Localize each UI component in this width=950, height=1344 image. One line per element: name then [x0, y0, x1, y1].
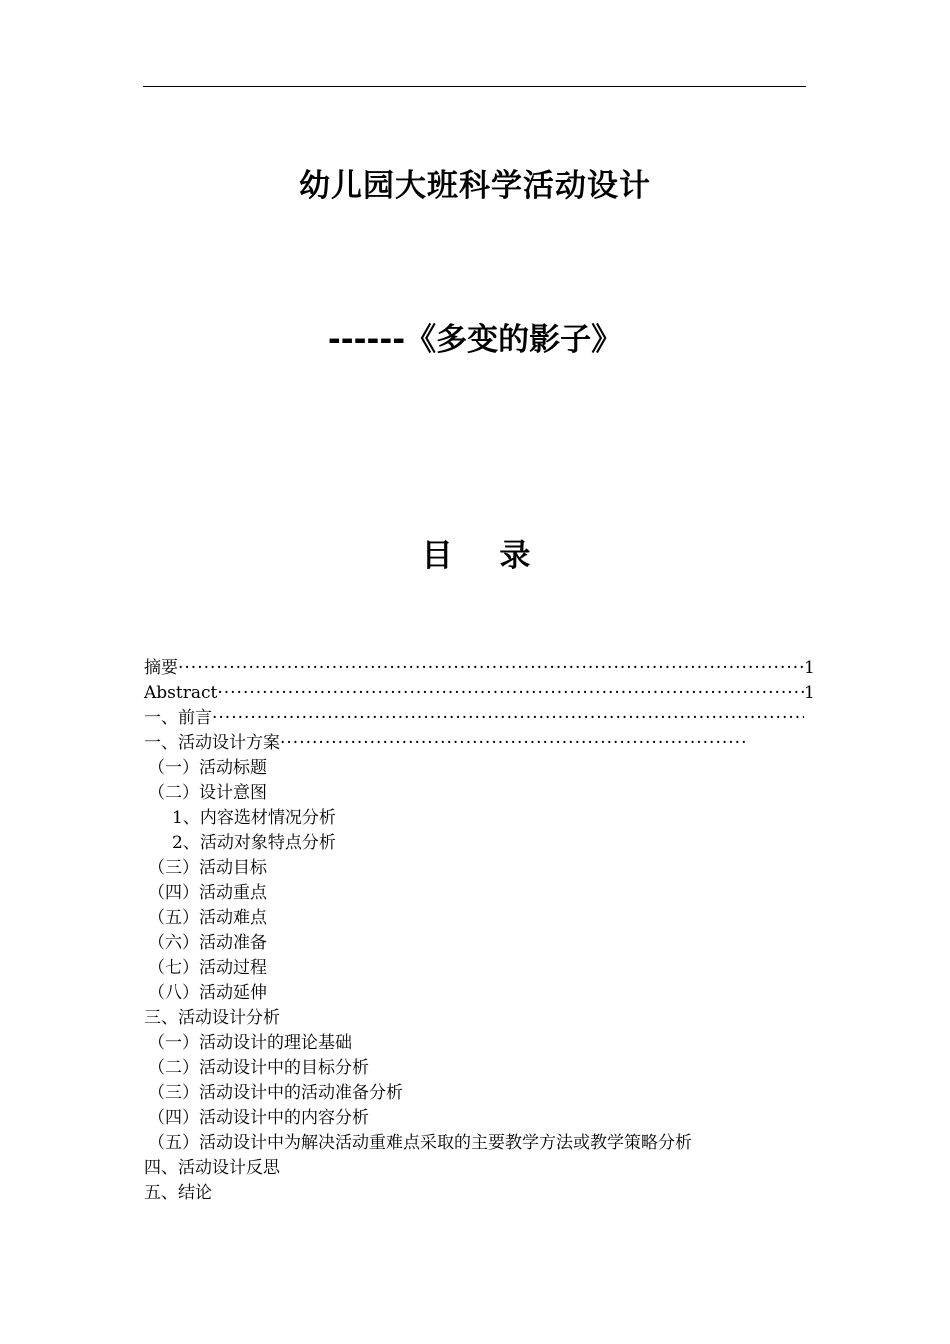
toc-entry-label: Abstract — [144, 683, 218, 703]
toc-entry-label: （三）活动目标 — [148, 858, 267, 878]
toc-entry[interactable] — [144, 856, 814, 881]
toc-entry[interactable] — [144, 756, 814, 781]
toc-entry[interactable] — [144, 1056, 814, 1081]
toc-entry-label: 摘要 — [144, 658, 178, 678]
toc-entry-label: （二）活动设计中的目标分析 — [148, 1058, 369, 1078]
toc-entry-label: 一、前言 — [144, 708, 212, 728]
table-of-contents — [144, 656, 814, 1206]
toc-entry-label: （二）设计意图 — [148, 783, 267, 803]
toc-entry-label: （五）活动设计中为解决活动重难点采取的主要教学方法或教学策略分析 — [148, 1133, 692, 1153]
toc-entry-label: （五）活动难点 — [148, 908, 267, 928]
toc-entry-label: （四）活动设计中的内容分析 — [148, 1108, 369, 1128]
toc-leader-dots — [212, 706, 804, 731]
toc-entry-label: 一、活动设计方案 — [144, 733, 280, 753]
toc-entry-label: （一）活动设计的理论基础 — [148, 1033, 352, 1053]
toc-entry[interactable] — [144, 981, 814, 1006]
toc-entry-label: （一）活动标题 — [148, 758, 267, 778]
toc-entry-label: 四、活动设计反思 — [144, 1158, 280, 1178]
toc-entry-page: 1 — [804, 658, 815, 678]
header-rule — [143, 86, 806, 87]
toc-entry[interactable] — [144, 831, 814, 856]
toc-entry[interactable] — [144, 881, 814, 906]
toc-entry[interactable] — [144, 806, 814, 831]
toc-entry-label: （四）活动重点 — [148, 883, 267, 903]
toc-entry[interactable] — [144, 706, 814, 731]
toc-entry[interactable] — [144, 906, 814, 931]
toc-entry-label: 2、活动对象特点分析 — [172, 833, 336, 853]
toc-entry-label: 三、活动设计分析 — [144, 1008, 280, 1028]
toc-entry-label: （六）活动准备 — [148, 933, 267, 953]
toc-entry-page: 1 — [804, 683, 815, 703]
toc-entry-label: 1、内容选材情况分析 — [172, 808, 336, 828]
toc-entry[interactable] — [144, 1006, 814, 1031]
toc-leader-dots — [178, 656, 804, 681]
document-title: 幼儿园大班科学活动设计 — [299, 168, 651, 204]
toc-entry[interactable] — [144, 1181, 814, 1206]
toc-entry[interactable] — [144, 931, 814, 956]
toc-entry-page — [804, 706, 814, 731]
toc-entry[interactable] — [144, 1031, 814, 1056]
toc-entry[interactable] — [144, 731, 756, 756]
toc-entry-label: （七）活动过程 — [148, 958, 267, 978]
toc-leader-dots — [280, 731, 746, 756]
toc-entry-label: （三）活动设计中的活动准备分析 — [148, 1083, 403, 1103]
toc-heading: 目 录 — [421, 538, 549, 574]
toc-entry[interactable] — [144, 1131, 814, 1156]
toc-entry[interactable] — [144, 681, 814, 706]
toc-entry[interactable] — [144, 1081, 814, 1106]
toc-entry-page — [746, 731, 756, 756]
toc-leader-dots — [217, 681, 804, 706]
toc-entry[interactable] — [144, 956, 814, 981]
toc-entry[interactable] — [144, 656, 814, 681]
toc-entry-label: 五、结论 — [144, 1183, 212, 1203]
document-subtitle: ------《多变的影子》 — [327, 322, 623, 358]
toc-entry-label: （八）活动延伸 — [148, 983, 267, 1003]
toc-entry[interactable] — [144, 1106, 814, 1131]
toc-entry[interactable] — [144, 1156, 814, 1181]
toc-entry[interactable] — [144, 781, 814, 806]
